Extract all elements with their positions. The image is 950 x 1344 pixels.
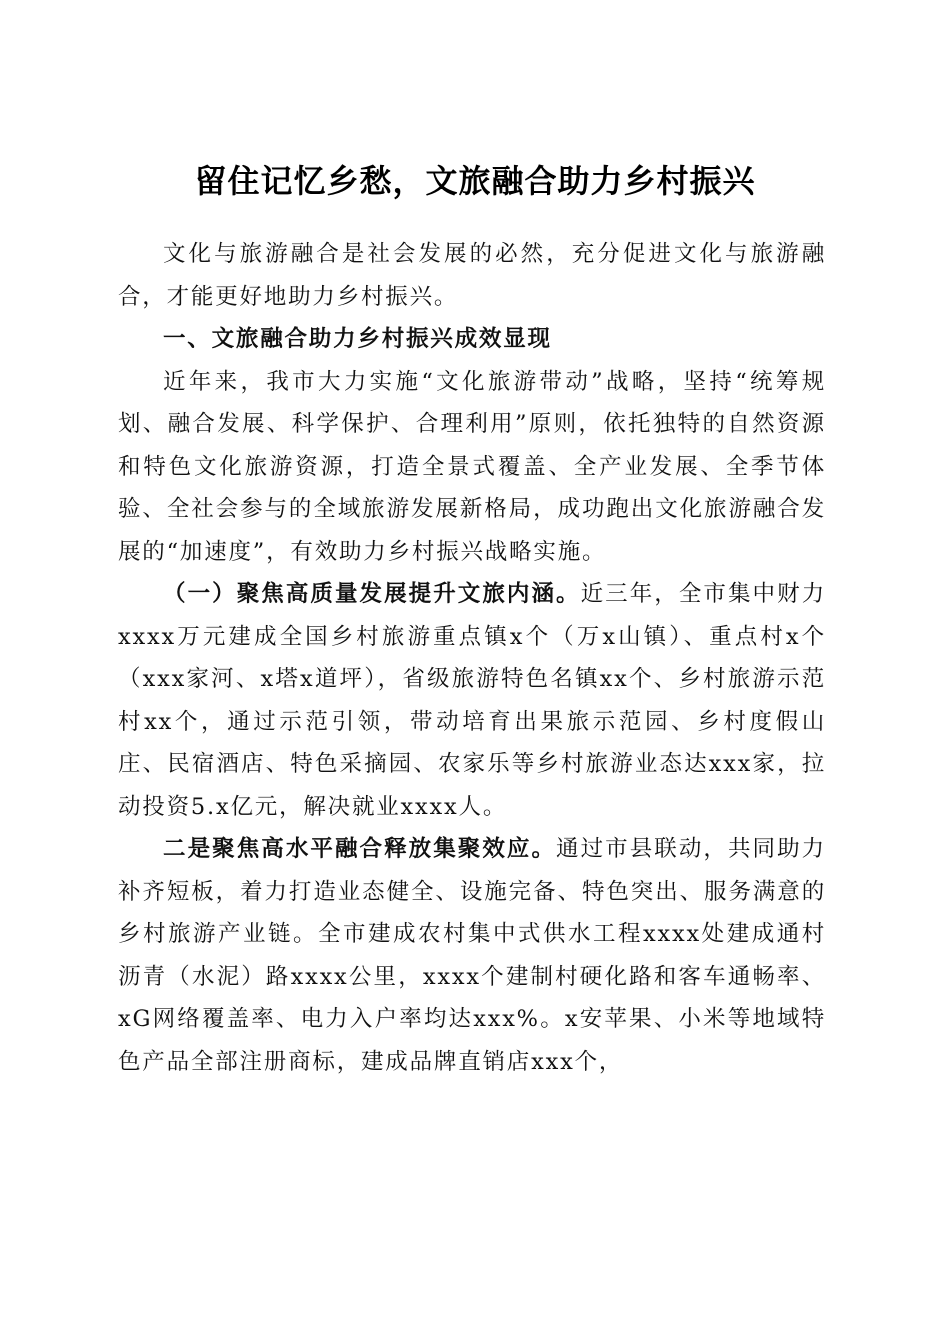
point-one-text: 近三年，全市集中财力xxxx万元建成全国乡村旅游重点镇x个（万x山镇）、重点村x个（xxx家河、x塔x道坪），省级旅游特色名镇xx个、乡村旅游示范村xx个，通过示范引领，带动培育出果旅示范园、乡村度假山庄、民宿酒店、特色采摘园、农家乐等乡村旅游业态达xxx家，拉动投资5.x亿元，解决就业xxxx人。 — [118, 581, 826, 820]
point-two-lead: 二是聚焦高水平融合释放集聚效应。 — [163, 836, 557, 862]
point-two-paragraph — [118, 828, 826, 1083]
intro-paragraph: 文化与旅游融合是社会发展的必然，充分促进文化与旅游融合，才能更好地助力乡村振兴。 — [118, 241, 826, 310]
section-paragraph: 近年来，我市大力实施“文化旅游带动”战略，坚持“统筹规划、融合发展、科学保护、合理利用”原则，依托独特的自然资源和特色文化旅游资源，打造全景式覆盖、全产业发展、全季节体验、全社会参与的全域旅游发展新格局，成功跑出文化旅游融合发展的“加速度”，有效助力乡村振兴战略实施。 — [118, 368, 826, 565]
point-one-paragraph — [118, 573, 826, 828]
document-title: 留住记忆乡愁，文旅融合助力乡村振兴 — [194, 162, 756, 201]
document-body — [118, 233, 826, 1083]
point-two-text: 通过市县联动，共同助力补齐短板，着力打造业态健全、设施完备、特色突出、服务满意的乡村旅游产业链。全市建成农村集中式供水工程xxxx处建成通村沥青（水泥）路xxxx公里，xxxx个建制村硬化路和客车通畅率、xG网络覆盖率、电力入户率均达xxx%。x安苹果、小米等地域特色产品全部注册商标，建成品牌直销店xxx个， — [118, 836, 826, 1075]
point-one-lead: （一）聚焦高质量发展提升文旅内涵。 — [163, 581, 581, 607]
section-heading: 一、文旅融合助力乡村振兴成效显现 — [163, 326, 552, 352]
